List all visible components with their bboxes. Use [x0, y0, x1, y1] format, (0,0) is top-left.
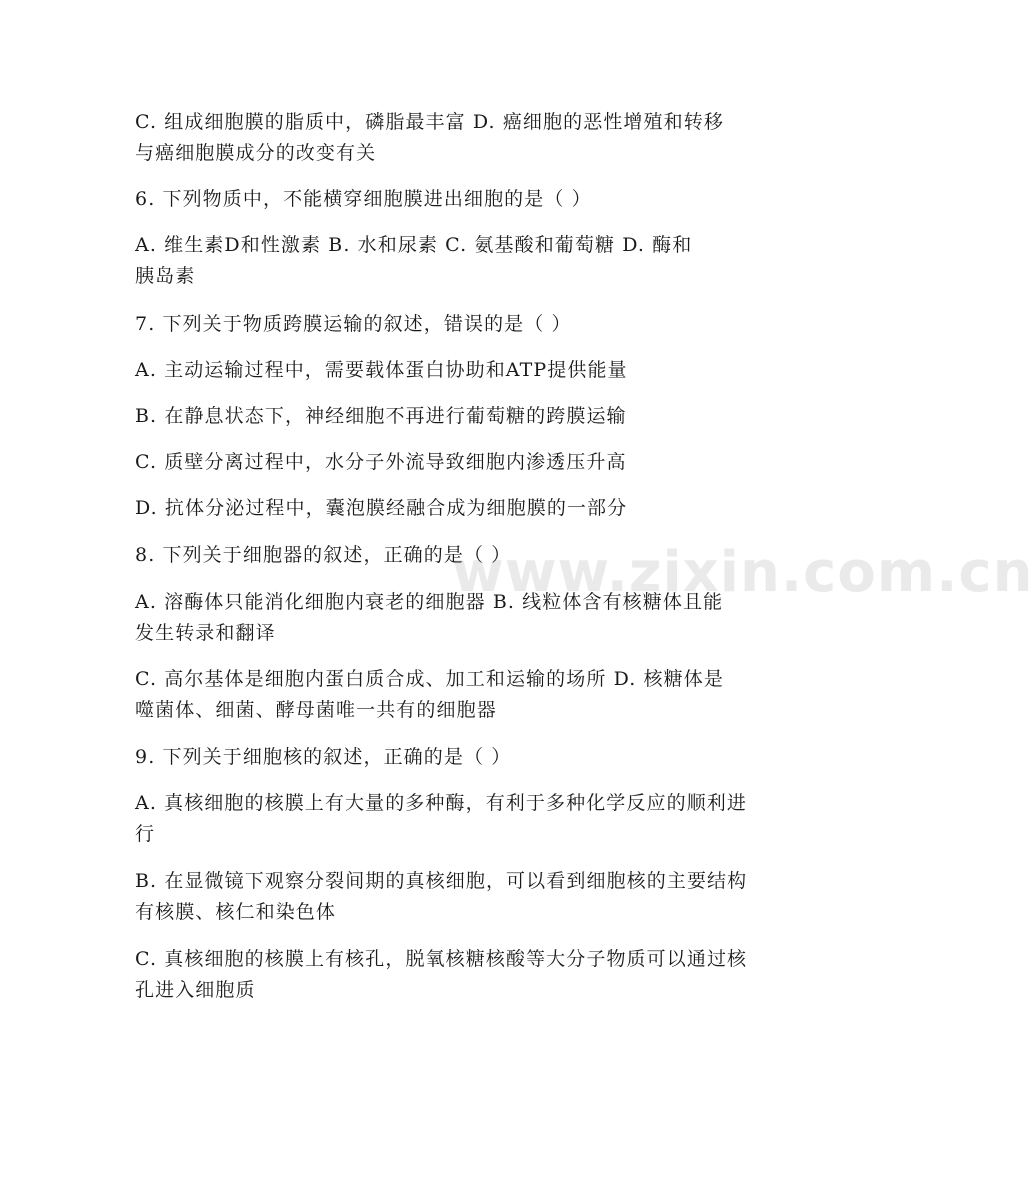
watermark: www.zixin.com.cn [452, 540, 1034, 605]
option-5d-line2: 与癌细胞膜成分的改变有关 [135, 142, 377, 164]
question-8-options-ab-line2: 发生转录和翻译 [135, 622, 276, 644]
question-9-option-a-line1: A. 真核细胞的核膜上有大量的多种酶，有利于多种化学反应的顺利进 [135, 792, 748, 814]
question-9-option-c-line1: C. 真核细胞的核膜上有核孔，脱氧核糖核酸等大分子物质可以通过核 [135, 948, 748, 970]
question-7-option-b: B. 在静息状态下，神经细胞不再进行葡萄糖的跨膜运输 [135, 405, 627, 427]
question-9-option-c-line2: 孔进入细胞质 [135, 979, 256, 1001]
question-8-stem: 8. 下列关于细胞器的叙述，正确的是（ ） [135, 544, 512, 566]
question-7-option-c: C. 质壁分离过程中，水分子外流导致细胞内渗透压升高 [135, 451, 627, 473]
question-7-option-d: D. 抗体分泌过程中，囊泡膜经融合成为细胞膜的一部分 [135, 497, 628, 519]
question-9-stem: 9. 下列关于细胞核的叙述，正确的是（ ） [135, 746, 512, 768]
question-9-option-a-line2: 行 [135, 823, 156, 845]
question-9-option-b-line1: B. 在显微镜下观察分裂间期的真核细胞，可以看到细胞核的主要结构 [135, 870, 748, 892]
question-8-options-ab-line1: A. 溶酶体只能消化细胞内衰老的细胞器 B. 线粒体含有核糖体且能 [135, 591, 724, 613]
question-7-option-a: A. 主动运输过程中，需要载体蛋白协助和ATP提供能量 [135, 359, 628, 381]
question-6-options-line1: A. 维生素D和性激素 B. 水和尿素 C. 氨基酸和葡萄糖 D. 酶和 [135, 234, 693, 256]
question-8-options-cd-line2: 噬菌体、细菌、酵母菌唯一共有的细胞器 [135, 699, 497, 721]
question-8-options-cd-line1: C. 高尔基体是细胞内蛋白质合成、加工和运输的场所 D. 核糖体是 [135, 668, 724, 690]
question-7-stem: 7. 下列关于物质跨膜运输的叙述，错误的是（ ） [135, 313, 572, 335]
question-6-options-line2: 胰岛素 [135, 265, 196, 287]
question-6-stem: 6. 下列物质中，不能横穿细胞膜进出细胞的是（ ） [135, 188, 592, 210]
question-9-option-b-line2: 有核膜、核仁和染色体 [135, 901, 337, 923]
option-5c-5d-line1: C. 组成细胞膜的脂质中，磷脂最丰富 D. 癌细胞的恶性增殖和转移 [135, 111, 724, 133]
